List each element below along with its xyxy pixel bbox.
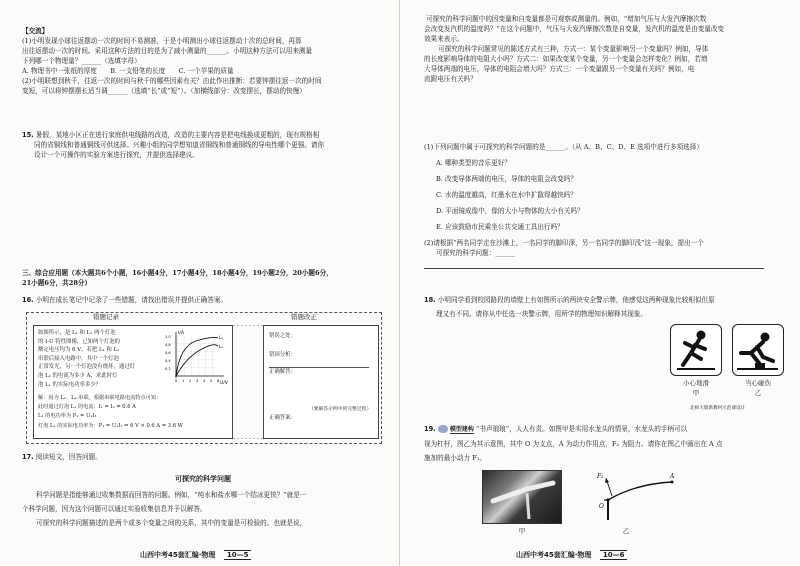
footer-page-number: 10—5 [224,550,252,560]
graph-y-tick: 0.6 [165,351,171,355]
article-line: 大导体两端的电压，导体的电阻会增大吗？方式三：一个变量跟另一个变量有关吗？例如，电 [424,65,695,73]
question-17-parts [424,142,786,269]
q19-line: 视为杠杆，图乙为其示意图，其中 O 为支点，A 为动力作用点，F₂ 为阻力。请你在图乙中画出在 A 点 [424,440,723,448]
article-title: 可探究的科学问题 [175,475,231,483]
figure-yi-label: 乙 [622,527,630,535]
article-line: 会改变发汽机的温度吗？”在这个问题中，气压与大发汽摩擦次数是自变量，发汽机的温度是由变量改变 [424,25,725,33]
footer-page-number: 10—6 [600,550,628,560]
question-19 [424,424,786,463]
sign-trip-label: 当心碰伤 [745,379,771,387]
record-line: 解：因为 L₁、L₂ 串联，根据串联电路电流特点可知： [38,395,162,401]
q17-text: 阅读短文，回答问题。 [35,453,102,461]
section-3-heading: 三、综合应用题（本大题共6个小题，16小题4分，17小题4分，18小题4分，19小题2分，20小题6分， 21小题6分，共28分） [22,269,333,287]
graph-y-label: I/A [178,331,184,336]
q15-line: 同的省铜线和普通铜线可供选择。兴趣小组的同学想知道省铜线和普通铜线的导电性哪个更强。请你 [34,141,325,149]
q19-line: 施加的最小动力 F₁。 [424,454,487,462]
point-a-label: A [670,473,675,480]
fix-line: 正确答案： [269,415,296,421]
footer-book: 山西中考45套汇编·物理 [516,551,592,559]
lever-diagram [590,470,700,530]
question-number: 15. [22,131,34,139]
point-o-label: O [599,503,604,510]
pivot-point [606,498,609,501]
q19-line: “书声琅琅”，人人有责。如图甲是实用水龙头的情景，水龙头的手柄可以 [476,425,688,433]
article-line: 可探究的科学问题描述的是两个或多个变量之间的关系，其中的变量是可检验的。也就是说， [36,519,307,527]
record-line: 灯泡 L₁ 的实际电功率为：P₁ = U₁I₁ = 6 V × 0.6 A = 3.6 W [38,422,183,429]
error-fix-label: 错题改正 [291,313,317,321]
graph-x-tick: 1 [182,379,185,383]
exchange-line: A. 物理书中一张纸的厚度 B. 一支铅笔的长度 C. 一个苹果的质量 [22,67,234,75]
exchange-line: 出往返摆动一次的时间。采用这种方法的目的是为了减小测量的______。小明这种方法可以用来测量 [22,47,313,55]
left-footer [140,550,251,560]
sign-trip-sub: 乙 [754,389,762,397]
q17-sub2: 可探究的科学问题：______ [436,249,516,257]
sign-slippery-label: 小心地滑 [683,379,709,387]
graph-x-tick: 5 [210,379,213,383]
faucet-photo [482,470,562,524]
exchange-line: (1)小明发现小球往返摆动一次的时间不易测准，于是小明测出小球往返摆动十次的总时间，再算 [22,37,302,45]
iu-graph [164,328,232,392]
q17-sub1: (1)下列问题中属于可探究的科学问题的是______。（从 A、B、C、D、E 选项中进行多项选择） [424,143,703,151]
model-badge-icon [438,425,448,433]
graph-x-tick: 2 [189,379,192,383]
exchange-line: 下列哪一个物理量？______（选填字母） [22,57,141,65]
sign-slippery-sub: 甲 [692,389,700,397]
option-c: C. 水的温度越高，红墨水在水中扩散得越快吗？ [436,191,577,199]
sign-slippery [670,324,722,376]
error-record-panel [33,325,233,439]
error-fix-panel [263,325,379,439]
force-f2-label: F₂ [597,473,604,480]
model-tag: 模型建构 [449,426,474,433]
fix-line: （要解答示例中的完整过程） [309,407,372,412]
exchange-line: 变短，可以将钟摆摆长适当调______（选填“长”或“短”）。（加横线部分：改变摆长，摆动的快慢） [22,87,306,95]
right-footer [516,550,627,560]
record-line: 的 I-U 特性图像，已知两个灯泡的 [38,338,120,345]
article-line: 流跟电压有关吗？ [424,75,477,83]
fix-line: 错误之处： [269,333,296,339]
fix-line: 错因分析： [269,352,296,358]
graph-x-tick: 3 [196,379,199,383]
article-line: 可探究的科学问题中的因变量和自变量都是可观察或测量的。例如，“增加气压与大发汽摩擦次数 [426,15,707,23]
sign-trip [732,324,784,376]
graph-x-label: U/V [220,381,228,386]
graph-y-tick: 0.8 [165,343,171,347]
record-line: 此时通过灯泡 L₁ 的电流：I₁ = I₂ = 0.6 A [38,404,136,411]
article-continued [424,14,786,84]
q15-line: 设计一个可操作的实验方案进行探究，并提供选择建议。 [34,151,199,159]
graph-x-tick: 6 [217,379,220,383]
graph-y-tick: 1.0 [165,335,171,339]
graph-x-tick: 4 [203,379,206,383]
exchange-title: 【交流】 [22,27,49,35]
question-number: 19. [424,425,436,433]
record-line: 泡 L₁ 的实际电功率多少？ [38,381,102,388]
record-line: 额定电压均为 6 V，若把 L₁ 和 L₂ [38,347,120,354]
point-a-dot [671,481,674,484]
error-record-label: 错题记录 [93,313,119,321]
answer-line[interactable] [424,268,764,269]
record-line: 泡 L₂ 的电流为多少 A，求此时灯 [38,372,118,379]
exchange-section [22,26,384,96]
option-d: D. 平面镜成像中，像的大小与物体的大小有关吗？ [436,207,584,215]
trip-icon [733,325,782,374]
graph-x-tick: 0 [175,379,178,383]
question-17 [22,452,384,528]
question-16 [22,295,384,305]
lever-arm [608,482,672,500]
slip-icon [671,325,720,374]
curve-l1-label: L₁ [219,335,223,340]
right-page [400,0,800,566]
article-line: 可探究的科学问题常见的陈述方式有三种，方式一：某个变量影响另一个变量吗？例如，导体 [438,45,709,53]
record-line: L₁ 的电功率为 P₁ = U₁I₁ [38,413,97,420]
faucet-icon [483,471,563,525]
question-number: 16. [22,296,34,304]
q16-text: 小明在成长笔记中记录了一些错题，请找出错误并提供正确答案。 [35,296,228,304]
error-notebook [26,312,382,444]
article-line: 效果来表示。 [424,35,464,43]
record-line: 串联后接入电路中，其中一个灯泡 [38,355,119,362]
q18-line: 小明同学看到校园路段的墙壁上有如图所示的两块安全警示牌，他感觉这两种现象比较相似但原 [437,296,715,304]
footer-book: 山西中考45套汇编·物理 [140,551,216,559]
curve-l2-label: L₂ [219,344,223,349]
connector-divider [233,325,263,439]
figure-jia-label: 甲 [518,527,526,535]
q18-line: 理又有不同。请你从中任选一块警示牌，用所学的物理知识解释其现象。 [436,310,647,318]
record-line: 正常发光，另一个灯泡没有烧坏，通过灯 [38,364,136,371]
article-line: 科学问题是指能够通过收集数据而回答的问题。例如，“纯水和盐水哪一个结冰更快？”就是一 [36,491,307,499]
graph-y-tick: 0.4 [165,359,171,363]
option-a: A. 哪种类型的音乐更好？ [436,159,511,167]
article-line: 的长度影响导体的电阻大小吗？方式二：如果改变某个变量，另一个变量会怎样变化？例如，若增 [424,55,708,63]
fix-line: 正确解答： [269,369,296,375]
graph-y-tick: 0.2 [165,367,171,371]
q15-line: 暑假，某地小区正在进行家庭供电线路的改造，改造的主要内容是把电线换成更粗的，现有规格相 [35,131,320,139]
question-15 [22,130,384,160]
option-b: B. 改变导体两端的电压，导体的电阻会改变吗？ [436,175,577,183]
option-e: E. 应该鼓励市民乘坐公共交通工具出行吗？ [436,223,564,231]
question-number: 18. [424,296,436,304]
record-line: 如图所示，是 L₁ 和 L₂ 两个灯泡 [38,330,116,336]
question-18 [424,295,786,319]
question-number: 17. [22,453,34,461]
article-line: 个科学问题，因为这个问题可以通过实验收集信息并予以解答。 [22,505,207,513]
q17-sub2: (2)请根据“两名同学走在沙滩上，一名同学的脚印深，另一名同学的脚印浅”这一现象，提出一个 [424,239,704,247]
exchange-line: (2)小明联想到秋千，往返一次的时间与秋千的哪些因素有关？由此作出推断：若要钟摆往返一次的时间 [22,77,322,85]
credit-text: 北师大版新教材示范课设计 [690,406,746,411]
